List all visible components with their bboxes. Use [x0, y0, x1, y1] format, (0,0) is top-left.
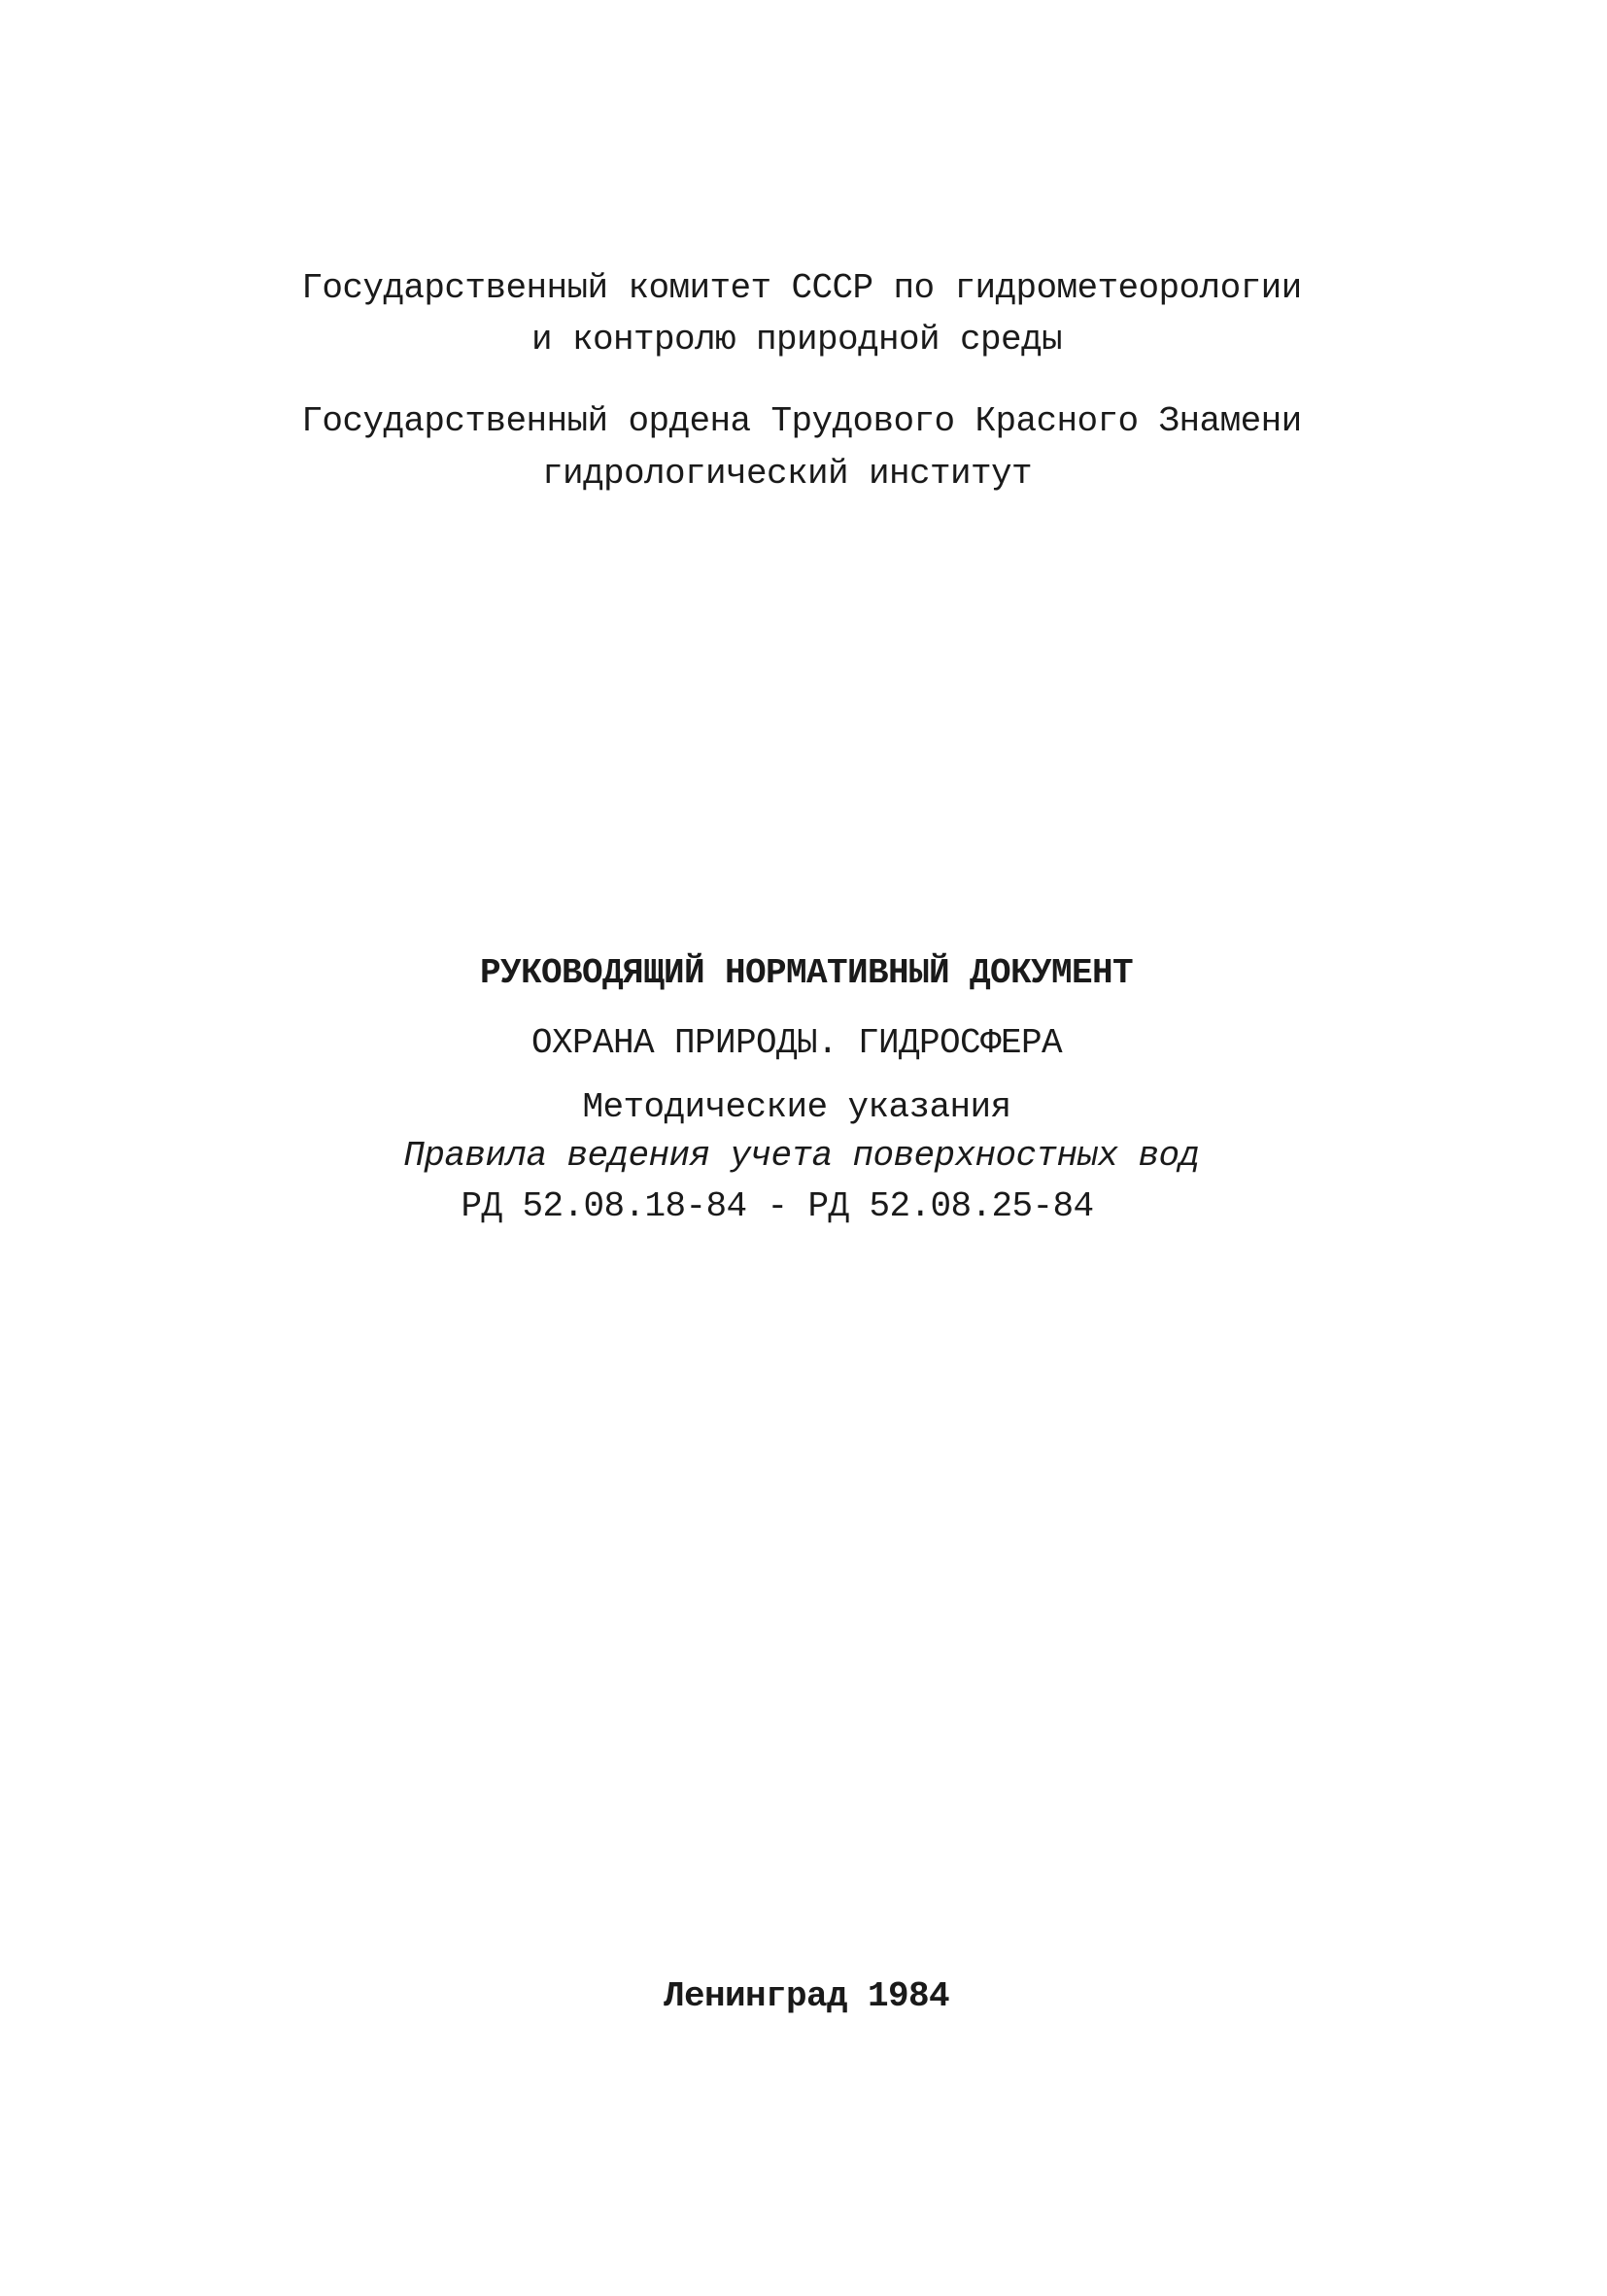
institute-line-2: гидрологический институт: [541, 454, 1033, 494]
org-line-1: Государственный комитет СССР по гидрометеорологии: [301, 268, 1302, 308]
imprint: Ленинград 1984: [663, 1976, 950, 2016]
document-title: Правила ведения учета поверхностных вод: [403, 1136, 1200, 1176]
subject-heading: ОХРАНА ПРИРОДЫ. ГИДРОСФЕРА: [530, 1023, 1063, 1063]
document-codes: РД 52.08.18-84 - РД 52.08.25-84: [461, 1186, 1094, 1226]
org-line-2: и контролю природной среды: [530, 320, 1063, 360]
institute-line-1: Государственный ордена Трудового Красного Знамени: [301, 401, 1302, 441]
document-type-heading: РУКОВОДЯЩИЙ НОРМАТИВНЫЙ ДОКУМЕНТ: [479, 953, 1134, 993]
document-kind: Методические указания: [582, 1087, 1011, 1127]
